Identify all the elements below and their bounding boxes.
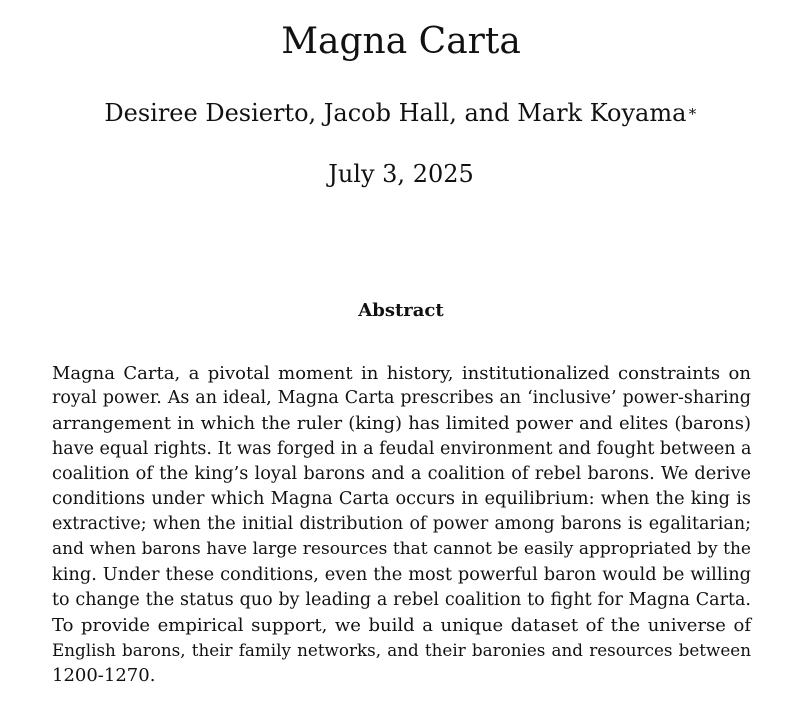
author-names: Desiree Desierto, Jacob Hall, and Mark Koyama [104,99,687,127]
abstract-line: and when barons have large resources that cannot be easily appropriated by the [52,539,751,560]
abstract-line: 1200-1270. [52,665,156,687]
abstract-line: have equal rights. It was forged in a feudal environment and fought between a [52,438,752,459]
abstract-line: Magna Carta, a pivotal moment in history, institutionalized constraints on [52,363,751,384]
abstract-line: royal power. As an ideal, Magna Carta prescribes an ‘inclusive’ power-sharing [52,388,751,409]
abstract-line: To provide empirical support, we build a unique dataset of the universe of [52,614,751,636]
abstract-line: to change the status quo by leading a rebel coalition to fight for Magna Carta. [52,589,751,610]
abstract-line: English barons, their family networks, and their baronies and resources between [52,640,751,661]
abstract-line: arrangement in which the ruler (king) has limited power and elites (barons) [52,413,751,435]
abstract-heading: Abstract [358,300,444,321]
abstract-text [52,361,751,688]
author-footnote-mark: ∗ [687,102,698,120]
abstract-line: coalition of the king’s loyal barons and a coalition of rebel barons. We derive [52,463,751,484]
abstract-line: king. Under these conditions, even the most powerful baron would be willing [52,564,751,585]
abstract-line: conditions under which Magna Carta occurs in equilibrium: when the king is [52,488,751,509]
paper-title: Magna Carta [281,21,521,62]
author-list [0,97,802,129]
paper-date: July 3, 2025 [328,160,474,188]
abstract-line: extractive; when the initial distribution of power among barons is egalitarian; [52,514,751,535]
